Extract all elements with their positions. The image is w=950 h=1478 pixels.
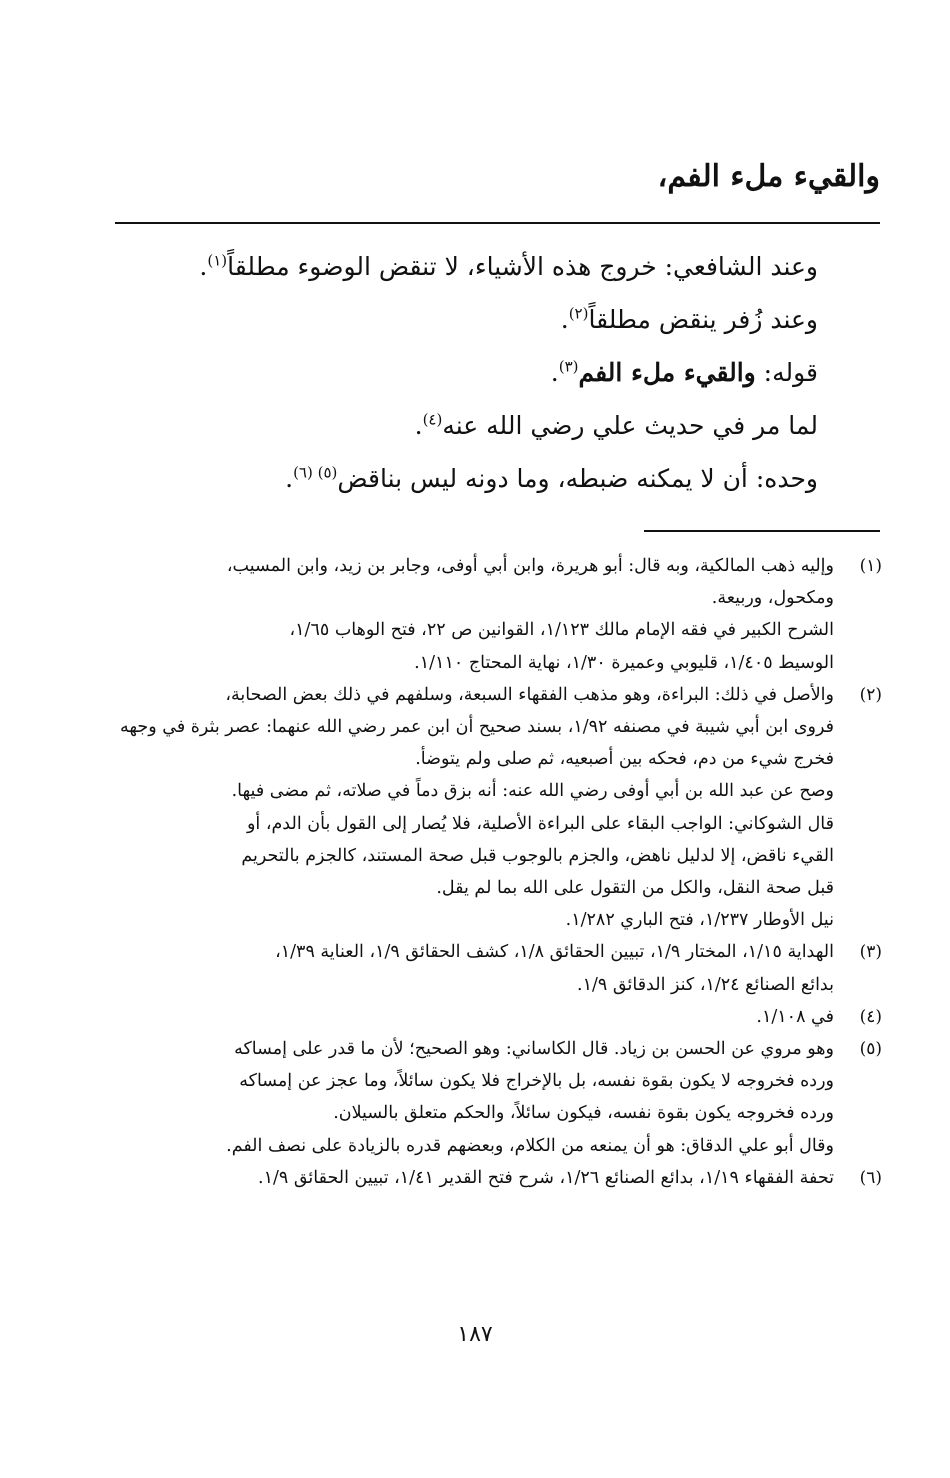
footnote-line: بدائع الصنائع ١/٢٤، كنز الدقائق ١/٩.	[577, 974, 834, 995]
footnote-divider	[644, 530, 880, 532]
footnote-line: وهو مروي عن الحسن بن زياد. قال الكاساني: وهو الصحيح؛ لأن ما قدر على إمساكه	[234, 1039, 834, 1060]
heading-divider	[115, 222, 880, 224]
footnote-line: ورده فخروجه لا يكون بقوة نفسه، بل بالإخراج فلا يكون سائلاً، وما عجز عن إمساكه	[239, 1071, 834, 1092]
footnote-ref-5-6[interactable]: (٥) (٦)	[293, 463, 338, 482]
footnote-line: وقال أبو علي الدقاق: هو أن يمنعه من الكلام، وبعضهم قدره بالزيادة على نصف الفم.	[226, 1135, 834, 1156]
footnotes	[110, 550, 880, 1194]
footnote-line: نيل الأوطار ١/٢٣٧، فتح الباري ١/٢٨٢.	[565, 910, 834, 931]
footnote-line: الشرح الكبير في فقه الإمام مالك ١/١٢٣، القوانين ص ٢٢، فتح الوهاب ١/٦٥،	[289, 620, 834, 641]
footnote-body	[110, 1001, 834, 1033]
main-line-3-end: .	[550, 358, 559, 387]
main-line-1-text: وعند الشافعي: خروج هذه الأشياء، لا تنقض الوضوء مطلقاً	[227, 252, 818, 281]
footnote-ref-4[interactable]: (٤)	[422, 410, 443, 429]
footnote-line: وصح عن عبد الله بن أبي أوفى رضي الله عنه: أنه بزق دماً في صلاته، ثم مضى فيها.	[231, 781, 834, 802]
footnote-ref-3[interactable]: (٣)	[558, 357, 579, 376]
footnote-number: (٥)	[859, 1039, 882, 1060]
footnote-line: فروى ابن أبي شيبة في مصنفه ١/٩٢، بسند صحيح أن ابن عمر رضي الله عنهما: عصر بثرة في وجهه	[119, 717, 834, 738]
main-line-4-text: لما مر في حديث علي رضي الله عنه	[442, 411, 818, 440]
footnote-4	[110, 1001, 880, 1033]
footnote-line: ورده فخروجه يكون بقوة نفسه، فيكون سائلاً، والحكم متعلق بالسيلان.	[333, 1103, 834, 1124]
footnote-1	[110, 550, 880, 679]
section-heading: والقيء ملء الفم،	[657, 159, 880, 194]
footnote-3	[110, 936, 880, 1000]
footnote-line: تحفة الفقهاء ١/١٩، بدائع الصنائع ١/٢٦، شرح فتح القدير ١/٤١، تبيين الحقائق ١/٩.	[257, 1167, 834, 1188]
footnote-body	[110, 679, 834, 937]
footnote-ref-2[interactable]: (٢)	[568, 304, 589, 323]
footnote-line: وإليه ذهب المالكية، وبه قال: أبو هريرة، وابن أبي أوفى، وجابر بن زيد، وابن المسيب،	[226, 556, 834, 576]
footnote-6	[110, 1162, 880, 1194]
footnote-number: (١)	[859, 556, 882, 576]
main-line-1-end: .	[199, 252, 208, 281]
footnote-body	[110, 936, 834, 1000]
main-line-5	[118, 452, 818, 505]
footnote-2	[110, 679, 880, 937]
footnote-number: (٢)	[859, 684, 882, 705]
main-line-2	[118, 293, 818, 346]
main-line-3-prefix: قوله:	[755, 358, 818, 387]
main-line-4-end: .	[414, 411, 423, 440]
footnote-line: الوسيط ١/٤٠٥، قليوبي وعميرة ١/٣٠، نهاية المحتاج ١/١١٠.	[414, 652, 834, 673]
footnote-line: والأصل في ذلك: البراءة، وهو مذهب الفقهاء السبعة، وسلفهم في ذلك بعض الصحابة،	[225, 684, 834, 705]
main-line-5-text: وحده: أن لا يمكنه ضبطه، وما دونه ليس بناقض	[337, 464, 818, 493]
footnote-number: (٣)	[859, 942, 882, 963]
page-number: ١٨٧	[457, 1322, 493, 1347]
main-line-4	[118, 399, 818, 452]
footnote-line: قال الشوكاني: الواجب البقاء على البراءة الأصلية، فلا يُصار إلى القول بأن الدم، أو	[246, 813, 834, 834]
main-line-5-end: .	[285, 464, 294, 493]
main-line-3	[118, 346, 818, 399]
footnote-body	[110, 1162, 834, 1194]
footnote-5	[110, 1033, 880, 1162]
main-line-3-quote: والقيء ملء الفم	[578, 358, 756, 387]
footnote-number: (٤)	[859, 1006, 882, 1027]
footnote-line: قبل صحة النقل، والكل من التقول على الله بما لم يقل.	[436, 878, 834, 899]
footnote-line: فخرج شيء من دم، فحكه بين أصبعيه، ثم صلى ولم يتوضأ.	[415, 749, 834, 770]
main-text	[118, 240, 818, 505]
footnote-ref-1[interactable]: (١)	[207, 251, 228, 270]
footnote-body	[110, 1033, 834, 1162]
main-line-1	[118, 240, 818, 293]
footnote-line: الهداية ١/١٥، المختار ١/٩، تبيين الحقائق ١/٨، كشف الحقائق ١/٩، العناية ١/٣٩،	[275, 942, 834, 963]
footnote-number: (٦)	[859, 1167, 882, 1188]
footnote-line: القيء ناقض، إلا لدليل ناهض، والجزم بالوجوب قبل صحة المستند، كالجزم بالتحريم	[241, 845, 834, 866]
footnote-line: ومكحول، وربيعة.	[711, 588, 834, 609]
main-line-2-end: .	[560, 305, 569, 334]
footnote-line: في ١/١٠٨.	[756, 1006, 834, 1027]
main-line-2-text: وعند زُفر ينقض مطلقاً	[588, 305, 818, 334]
footnote-body	[110, 550, 834, 679]
